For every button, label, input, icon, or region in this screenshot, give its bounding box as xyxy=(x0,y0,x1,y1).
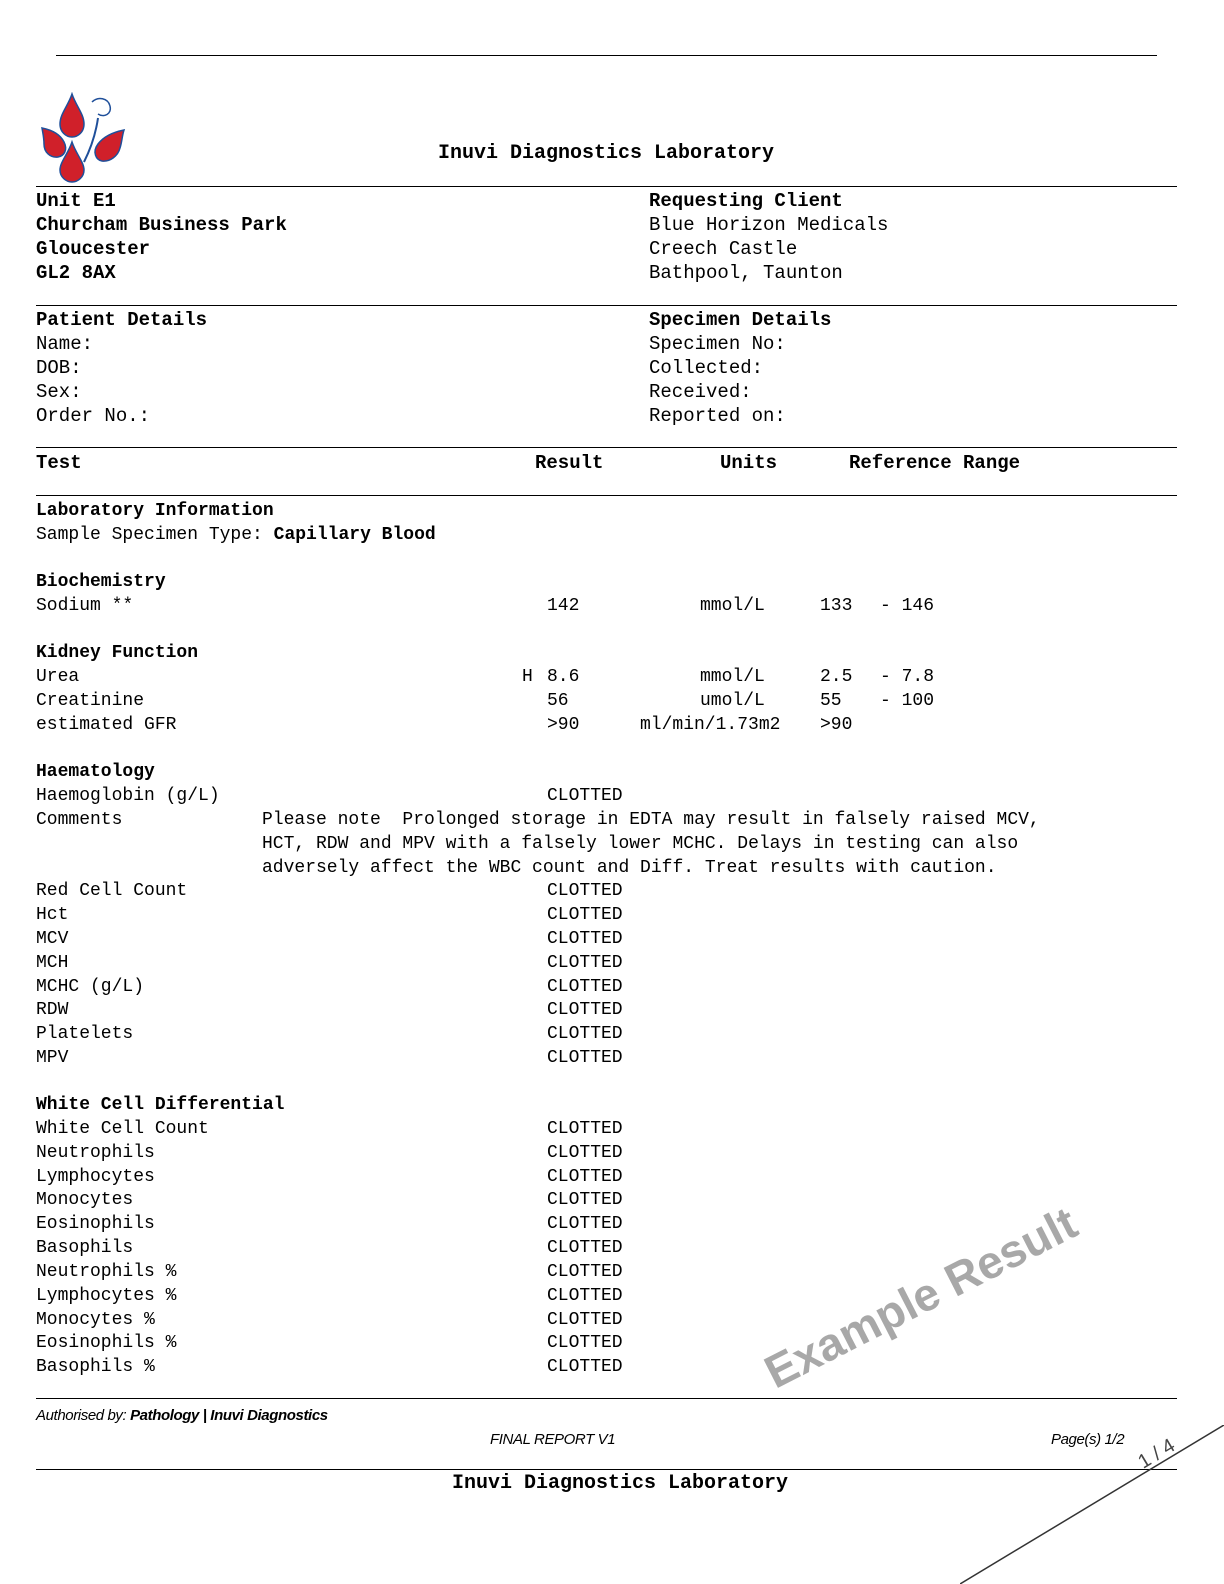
test-name: Creatinine xyxy=(36,691,145,711)
test-name: Basophils xyxy=(36,1238,134,1258)
test-result: CLOTTED xyxy=(547,1024,623,1044)
column-header-result: Result xyxy=(535,452,604,474)
page-indicator: Page(s) 1/2 xyxy=(1051,1431,1125,1448)
column-header-units: Units xyxy=(720,452,778,474)
lab-address-line: Gloucester xyxy=(36,238,151,260)
range-high: - 146 xyxy=(880,596,935,616)
comment-line: Please note Prolonged storage in EDTA may result in falsely raised MCV, xyxy=(262,810,1040,830)
test-name: MCH xyxy=(36,953,69,973)
test-name: RDW xyxy=(36,1000,69,1020)
section-heading: Laboratory Information xyxy=(36,501,274,521)
test-result: CLOTTED xyxy=(547,1238,623,1258)
test-result: CLOTTED xyxy=(547,1286,623,1306)
comments-label: Comments xyxy=(36,810,123,830)
test-units: umol/L xyxy=(700,691,765,711)
range-low: 133 xyxy=(820,596,853,616)
test-result: CLOTTED xyxy=(547,1167,623,1187)
test-result: CLOTTED xyxy=(547,1262,623,1282)
test-result: CLOTTED xyxy=(547,1357,623,1377)
test-result: CLOTTED xyxy=(547,929,623,949)
comment-line: HCT, RDW and MPV with a falsely lower MCHC. Delays in testing can also xyxy=(262,834,1019,854)
page-counter: 1 / 4 xyxy=(1134,1434,1180,1474)
comment-line: adversely affect the WBC count and Diff. Treat results with caution. xyxy=(262,858,997,878)
test-units: ml/min/1.73m2 xyxy=(640,715,781,735)
test-units: mmol/L xyxy=(700,596,765,616)
test-result: CLOTTED xyxy=(547,905,623,925)
test-result: CLOTTED xyxy=(547,1333,623,1353)
range-low: 55 xyxy=(820,691,842,711)
requesting-client-heading: Requesting Client xyxy=(649,190,843,212)
sample-type-value: Capillary Blood xyxy=(273,525,436,545)
sample-type-label: Sample Specimen Type: xyxy=(36,525,263,545)
range-low: >90 xyxy=(820,715,853,735)
test-name: Neutrophils % xyxy=(36,1262,177,1282)
page-corner-line xyxy=(960,1425,1224,1584)
lab-title: Inuvi Diagnostics Laboratory xyxy=(437,142,775,165)
range-high: - 7.8 xyxy=(880,667,935,687)
specimen-field: Specimen No: xyxy=(649,333,786,355)
blue-horizon-logo xyxy=(38,92,130,184)
test-result: 56 xyxy=(547,691,569,711)
authorised-value: Pathology | Inuvi Diagnostics xyxy=(130,1407,328,1424)
test-name: MCV xyxy=(36,929,69,949)
test-name: White Cell Count xyxy=(36,1119,209,1139)
test-name: Lymphocytes xyxy=(36,1167,155,1187)
report-status: FINAL REPORT V1 xyxy=(490,1431,616,1448)
patient-field: DOB: xyxy=(36,357,82,379)
test-name: MCHC (g/L) xyxy=(36,977,145,997)
client-line: Bathpool, Taunton xyxy=(649,262,843,284)
column-header-test: Test xyxy=(36,452,82,474)
footer-lab-title: Inuvi Diagnostics Laboratory xyxy=(451,1472,789,1495)
test-result: CLOTTED xyxy=(547,1310,623,1330)
test-name: Red Cell Count xyxy=(36,881,188,901)
divider xyxy=(36,305,1177,306)
test-result: CLOTTED xyxy=(547,977,623,997)
test-name: Urea xyxy=(36,667,80,687)
authorised-label: Authorised by: xyxy=(36,1407,127,1424)
test-result: 8.6 xyxy=(547,667,580,687)
lab-address-line: Churcham Business Park xyxy=(36,214,287,236)
test-result: CLOTTED xyxy=(547,1214,623,1234)
authorised-by xyxy=(36,1404,328,1428)
test-name: Neutrophils xyxy=(36,1143,155,1163)
specimen-field: Reported on: xyxy=(649,405,786,427)
test-name: Monocytes % xyxy=(36,1310,155,1330)
patient-details-heading: Patient Details xyxy=(36,309,208,331)
specimen-field: Collected: xyxy=(649,357,764,379)
test-name: Lymphocytes % xyxy=(36,1286,177,1306)
divider xyxy=(36,1398,1177,1399)
specimen-field: Received: xyxy=(649,381,752,403)
divider xyxy=(36,186,1177,187)
divider xyxy=(36,447,1177,448)
specimen-details-heading: Specimen Details xyxy=(649,309,832,331)
example-result-watermark: Example Result xyxy=(756,1196,1086,1399)
test-result: 142 xyxy=(547,596,580,616)
section-heading: White Cell Differential xyxy=(36,1095,285,1115)
test-result: CLOTTED xyxy=(547,1190,623,1210)
lab-address-line: Unit E1 xyxy=(36,190,116,212)
column-header-reference-range: Reference Range xyxy=(849,452,1021,474)
test-name: Hct xyxy=(36,905,69,925)
patient-field: Sex: xyxy=(36,381,82,403)
test-name: estimated GFR xyxy=(36,715,177,735)
patient-field: Name: xyxy=(36,333,94,355)
section-heading: Biochemistry xyxy=(36,572,166,592)
test-result: >90 xyxy=(547,715,580,735)
test-name: Sodium ** xyxy=(36,596,134,616)
test-result: CLOTTED xyxy=(547,953,623,973)
test-name: Eosinophils % xyxy=(36,1333,177,1353)
test-result: CLOTTED xyxy=(547,881,623,901)
range-low: 2.5 xyxy=(820,667,853,687)
abnormal-flag: H xyxy=(522,667,533,687)
test-name: Eosinophils xyxy=(36,1214,155,1234)
client-line: Blue Horizon Medicals xyxy=(649,214,889,236)
test-result: CLOTTED xyxy=(547,786,623,806)
test-units: mmol/L xyxy=(700,667,765,687)
test-name: Haemoglobin (g/L) xyxy=(36,786,220,806)
divider xyxy=(36,495,1177,496)
lab-address-line: GL2 8AX xyxy=(36,262,116,284)
patient-field: Order No.: xyxy=(36,405,151,427)
test-result: CLOTTED xyxy=(547,1119,623,1139)
test-result: CLOTTED xyxy=(547,1143,623,1163)
client-line: Creech Castle xyxy=(649,238,798,260)
test-name: Monocytes xyxy=(36,1190,134,1210)
test-name: MPV xyxy=(36,1048,69,1068)
test-result: CLOTTED xyxy=(547,1000,623,1020)
section-heading: Haematology xyxy=(36,762,155,782)
top-rule xyxy=(56,55,1157,56)
section-heading: Kidney Function xyxy=(36,643,199,663)
range-high: - 100 xyxy=(880,691,935,711)
test-name: Basophils % xyxy=(36,1357,155,1377)
test-name: Platelets xyxy=(36,1024,134,1044)
sample-type xyxy=(36,523,436,547)
test-result: CLOTTED xyxy=(547,1048,623,1068)
